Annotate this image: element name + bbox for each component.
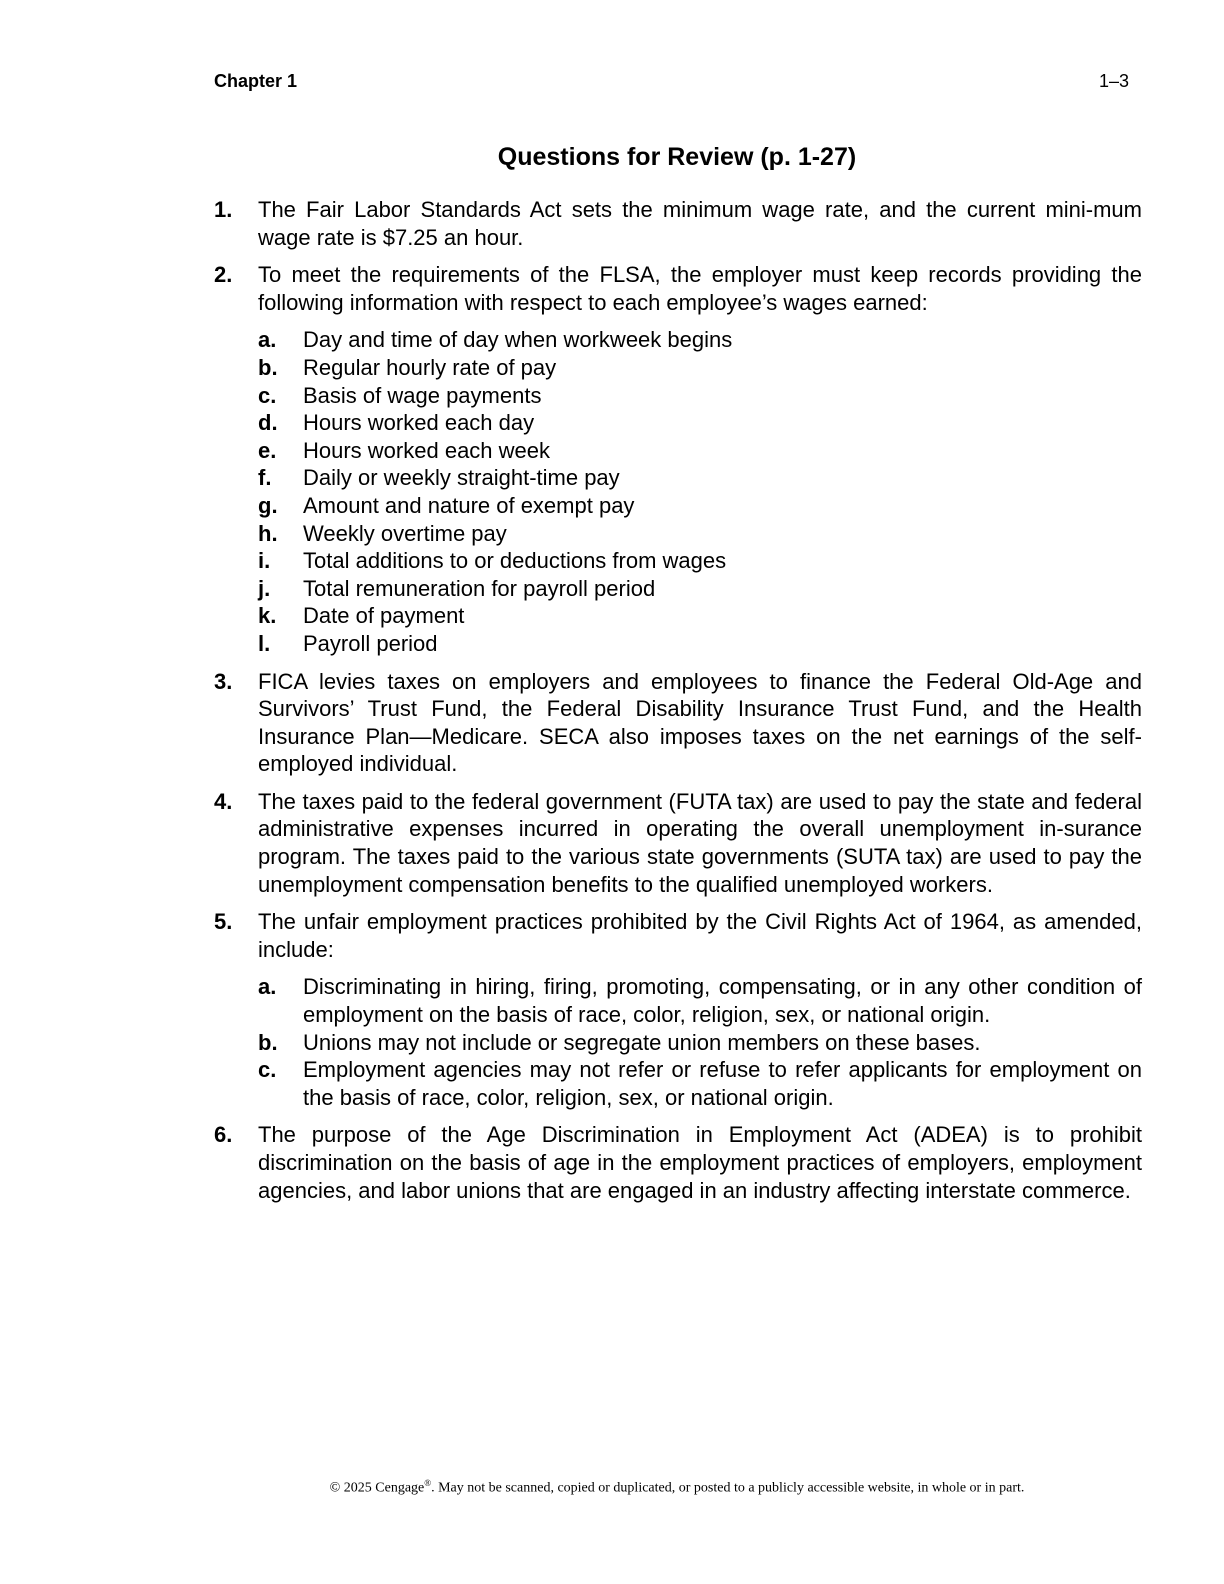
questions-list <box>214 196 1142 1214</box>
sub-item <box>258 492 1142 520</box>
sub-list <box>258 326 1142 657</box>
sub-item-text: Total remuneration for payroll period <box>303 575 656 601</box>
sub-item <box>258 973 1142 1028</box>
question-text: The purpose of the Age Discrimination in Employment Act (ADEA) is to prohibit discrimination on the basis of age in the employment practices of employers, employment agencies, and labor unions that are engaged in an industry affecting interstate commerce. <box>258 1122 1142 1203</box>
sub-item-letter: h. <box>258 520 278 546</box>
sub-item-letter: b. <box>258 1029 278 1055</box>
sub-item <box>258 382 1142 410</box>
question-item <box>214 196 1142 251</box>
sub-item <box>258 575 1142 603</box>
sub-item <box>258 1029 1142 1057</box>
question-number: 6. <box>214 1122 233 1148</box>
sub-item <box>258 326 1142 354</box>
sub-item <box>258 437 1142 465</box>
footer-prefix: © 2025 Cengage <box>329 1480 425 1496</box>
question-number: 2. <box>214 262 233 288</box>
sub-item-letter: d. <box>258 410 278 436</box>
sub-item-text: Basis of wage payments <box>303 382 542 408</box>
sub-item-letter: j. <box>258 575 271 601</box>
sub-item-text: Day and time of day when workweek begins <box>303 327 733 353</box>
sub-item-text: Payroll period <box>303 630 438 656</box>
question-item <box>214 668 1142 778</box>
sub-item <box>258 409 1142 437</box>
sub-list <box>258 973 1142 1111</box>
sub-item <box>258 354 1142 382</box>
sub-item <box>258 1056 1142 1111</box>
copyright-footer <box>0 1478 1224 1497</box>
sub-item-text: Weekly overtime pay <box>303 520 507 546</box>
sub-item-letter: e. <box>258 437 277 463</box>
question-number: 1. <box>214 197 233 222</box>
sub-item-letter: a. <box>258 974 277 1000</box>
question-text: The Fair Labor Standards Act sets the minimum wage rate, and the current mini-mum wage rate is $7.25 an hour. <box>258 197 1142 250</box>
registered-mark: ® <box>424 1478 432 1488</box>
sub-item-text: Daily or weekly straight-time pay <box>303 465 620 491</box>
sub-item <box>258 547 1142 575</box>
sub-item-letter: l. <box>258 630 271 656</box>
sub-item-text: Hours worked each week <box>303 437 551 463</box>
question-text: The unfair employment practices prohibited by the Civil Rights Act of 1964, as amended, include: <box>258 909 1142 962</box>
question-text: FICA levies taxes on employers and employees to finance the Federal Old-Age and Survivors’ Trust Fund, the Federal Disability Insurance Trust Fund, and the Health Insurance Plan—Medicare. SECA also imposes taxes on the net earnings of the self-employed individual. <box>258 668 1142 777</box>
sub-item-letter: b. <box>258 354 278 380</box>
question-number: 4. <box>214 788 233 814</box>
sub-item-letter: k. <box>258 603 277 629</box>
sub-item <box>258 464 1142 492</box>
question-text: The taxes paid to the federal government (FUTA tax) are used to pay the state and federal administrative expenses incurred in operating the overall unemployment in-surance program. The taxes paid to the various state governments (SUTA tax) are used to pay the unemployment compensation benefits to the qualified unemployed workers. <box>258 788 1142 897</box>
question-item <box>214 261 1142 657</box>
question-item <box>214 908 1142 1111</box>
sub-item-text: Date of payment <box>303 603 465 629</box>
sub-item-letter: g. <box>258 492 278 518</box>
sub-item-letter: c. <box>258 382 277 408</box>
sub-item-text: Employment agencies may not refer or refuse to refer applicants for employment on the basis of race, color, religion, sex, or national origin. <box>303 1057 1142 1110</box>
question-number: 3. <box>214 668 233 694</box>
footer-suffix: . May not be scanned, copied or duplicated, or posted to a publicly accessible website, in whole or in part. <box>431 1480 1025 1496</box>
sub-item-text: Amount and nature of exempt pay <box>303 492 635 518</box>
question-item <box>214 1121 1142 1204</box>
question-item <box>214 788 1142 898</box>
sub-item-text: Unions may not include or segregate union members on these bases. <box>303 1029 981 1055</box>
question-text: To meet the requirements of the FLSA, the employer must keep records providing the following information with respect to each employee’s wages earned: <box>258 262 1142 315</box>
sub-item-letter: i. <box>258 548 271 574</box>
sub-item <box>258 602 1142 630</box>
sub-item-text: Regular hourly rate of pay <box>303 354 557 380</box>
sub-item-letter: f. <box>258 465 272 491</box>
question-number: 5. <box>214 909 233 935</box>
page-title: Questions for Review (p. 1-27) <box>497 143 857 171</box>
sub-item-text: Discriminating in hiring, firing, promoting, compensating, or in any other condition of employment on the basis of race, color, religion, sex, or national origin. <box>303 974 1142 1028</box>
sub-item-letter: c. <box>258 1057 277 1083</box>
sub-item-letter: a. <box>258 327 277 353</box>
sub-item-text: Hours worked each day <box>303 410 535 436</box>
sub-item <box>258 520 1142 548</box>
sub-item <box>258 630 1142 658</box>
sub-item-text: Total additions to or deductions from wages <box>303 548 727 574</box>
page-number: 1–3 <box>1098 71 1129 91</box>
chapter-label: Chapter 1 <box>214 71 298 91</box>
